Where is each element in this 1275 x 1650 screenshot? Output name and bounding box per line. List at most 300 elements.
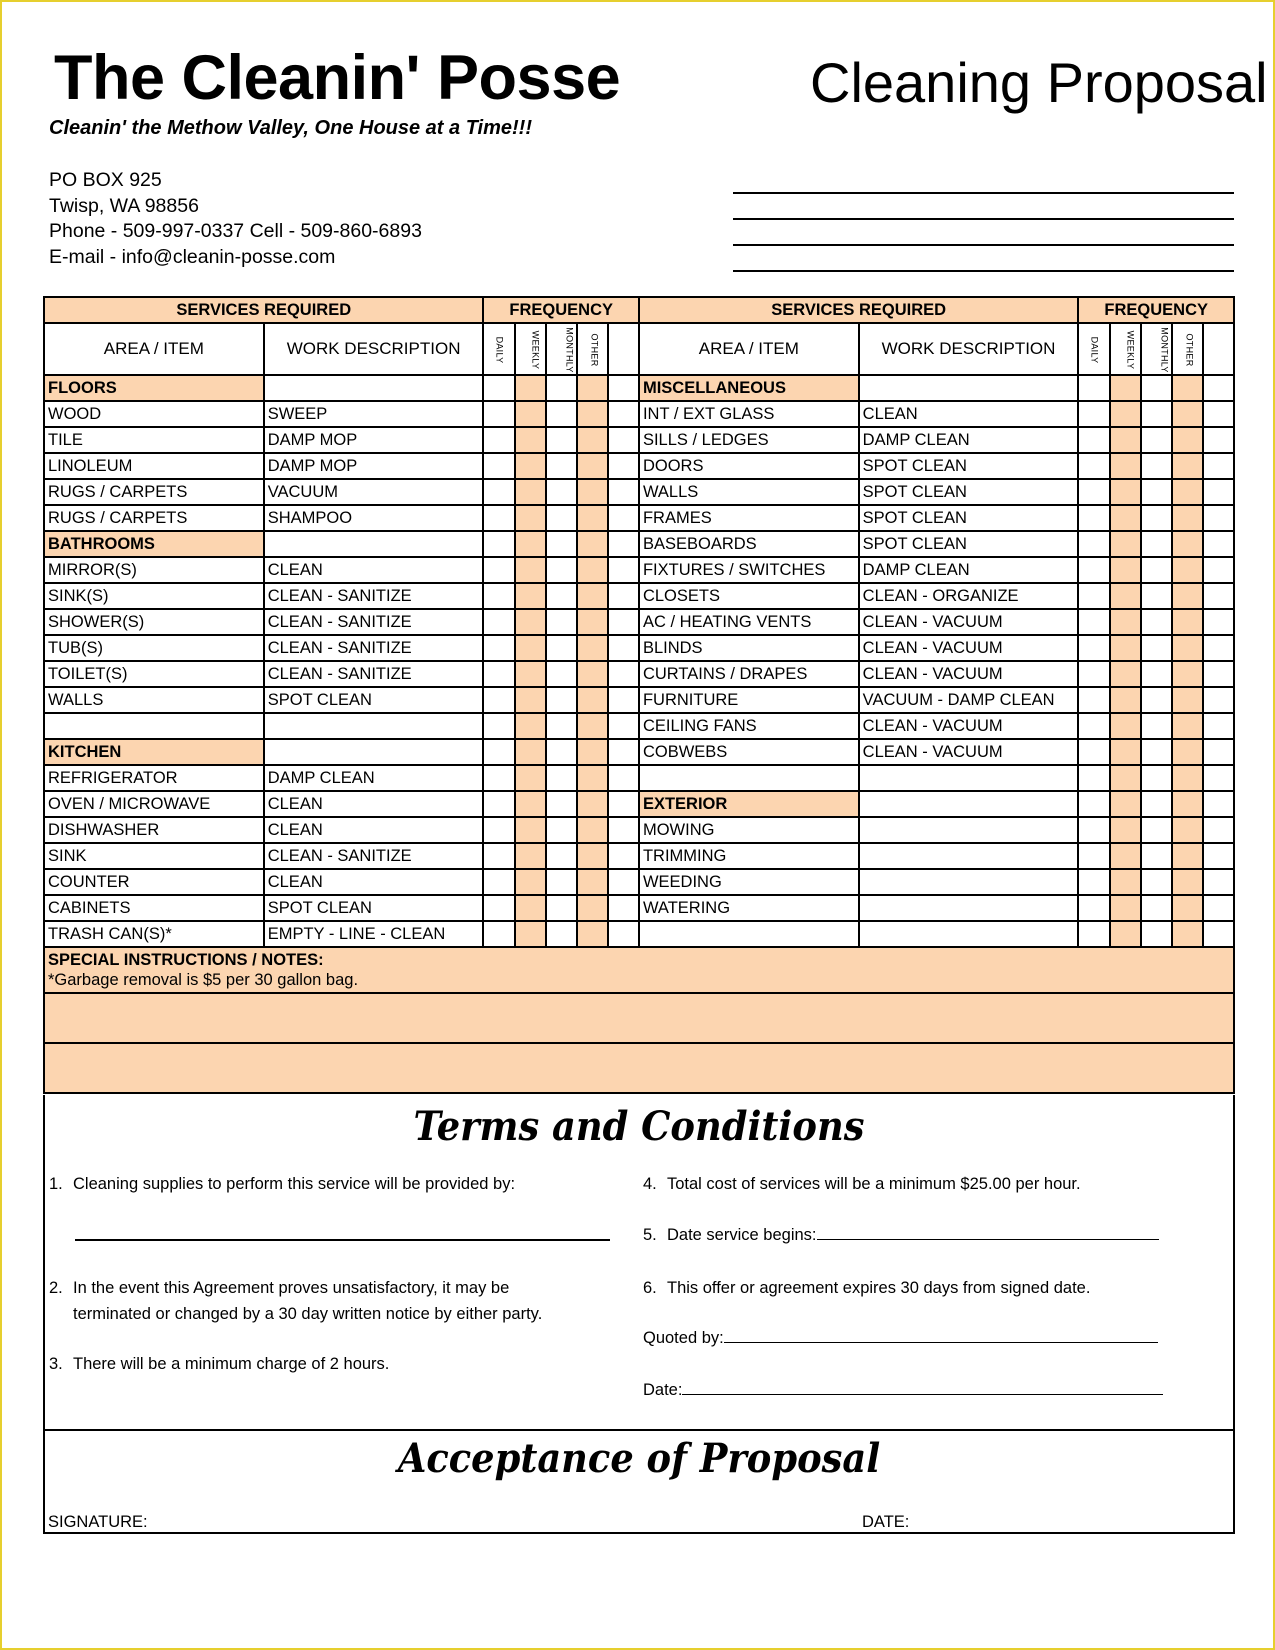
- frequency-cell-daily[interactable]: [483, 427, 514, 453]
- frequency-cell-daily[interactable]: [1078, 661, 1109, 687]
- frequency-cell-daily[interactable]: [1078, 401, 1109, 427]
- work-description-cell[interactable]: CLEAN: [264, 869, 484, 895]
- area-item-cell: FRAMES: [639, 505, 859, 531]
- frequency-cell-extra[interactable]: [1203, 375, 1234, 401]
- frequency-cell-monthly[interactable]: [546, 869, 577, 895]
- frequency-cell-monthly[interactable]: [546, 895, 577, 921]
- frequency-cell-weekly[interactable]: [1110, 427, 1141, 453]
- frequency-cell-weekly[interactable]: [1110, 609, 1141, 635]
- frequency-cell-monthly[interactable]: [546, 687, 577, 713]
- acceptance-date-label: DATE:: [862, 1513, 910, 1531]
- frequency-cell-weekly[interactable]: [515, 765, 546, 791]
- frequency-cell-daily[interactable]: [483, 661, 514, 687]
- frequency-cell-monthly[interactable]: [1141, 765, 1172, 791]
- frequency-cell-daily[interactable]: [1078, 687, 1109, 713]
- frequency-cell-extra[interactable]: [608, 687, 639, 713]
- frequency-cell-daily[interactable]: [483, 713, 514, 739]
- frequency-cell-extra[interactable]: [608, 635, 639, 661]
- table-row: [44, 583, 1234, 609]
- work-description-cell[interactable]: CLEAN: [859, 401, 1079, 427]
- frequency-cell-daily[interactable]: [483, 609, 514, 635]
- frequency-cell-extra[interactable]: [1203, 739, 1234, 765]
- frequency-cell-extra[interactable]: [1203, 453, 1234, 479]
- frequency-cell-monthly[interactable]: [546, 921, 577, 947]
- frequency-cell-extra[interactable]: [608, 843, 639, 869]
- frequency-cell-other[interactable]: [577, 687, 608, 713]
- frequency-cell-monthly[interactable]: [546, 557, 577, 583]
- frequency-cell-weekly[interactable]: [515, 401, 546, 427]
- frequency-cell-extra[interactable]: [1203, 401, 1234, 427]
- frequency-cell-extra[interactable]: [608, 531, 639, 557]
- frequency-cell-daily[interactable]: [483, 583, 514, 609]
- work-description-cell[interactable]: EMPTY - LINE - CLEAN: [264, 921, 484, 947]
- frequency-cell-weekly[interactable]: [515, 453, 546, 479]
- frequency-cell-other[interactable]: [577, 401, 608, 427]
- frequency-cell-daily[interactable]: [483, 791, 514, 817]
- frequency-cell-extra[interactable]: [608, 453, 639, 479]
- frequency-cell-other[interactable]: [577, 765, 608, 791]
- frequency-cell-monthly[interactable]: [1141, 921, 1172, 947]
- frequency-cell-monthly[interactable]: [1141, 817, 1172, 843]
- frequency-cell-weekly[interactable]: [1110, 453, 1141, 479]
- frequency-cell-weekly[interactable]: [515, 661, 546, 687]
- frequency-cell-daily[interactable]: [1078, 817, 1109, 843]
- frequency-cell-extra[interactable]: [608, 479, 639, 505]
- frequency-cell-monthly[interactable]: [1141, 557, 1172, 583]
- frequency-cell-daily[interactable]: [483, 557, 514, 583]
- frequency-cell-weekly[interactable]: [1110, 765, 1141, 791]
- area-item-cell: TRIMMING: [639, 843, 859, 869]
- frequency-cell-daily[interactable]: [1078, 505, 1109, 531]
- frequency-cell-other[interactable]: [577, 869, 608, 895]
- frequency-cell-extra[interactable]: [1203, 921, 1234, 947]
- frequency-cell-extra[interactable]: [1203, 895, 1234, 921]
- frequency-cell-daily[interactable]: [483, 401, 514, 427]
- work-description-cell[interactable]: SPOT CLEAN: [264, 895, 484, 921]
- area-item-cell: KITCHEN: [44, 739, 264, 765]
- frequency-cell-extra[interactable]: [608, 895, 639, 921]
- work-description-cell[interactable]: CLEAN: [264, 817, 484, 843]
- frequency-cell-monthly[interactable]: [1141, 869, 1172, 895]
- frequency-cell-other[interactable]: [1172, 427, 1203, 453]
- frequency-cell-extra[interactable]: [1203, 817, 1234, 843]
- special-instructions[interactable]: [44, 947, 1234, 993]
- frequency-cell-daily[interactable]: [1078, 453, 1109, 479]
- frequency-cell-other[interactable]: [577, 661, 608, 687]
- frequency-cell-other[interactable]: [577, 843, 608, 869]
- frequency-cell-extra[interactable]: [1203, 661, 1234, 687]
- frequency-cell-monthly[interactable]: [1141, 401, 1172, 427]
- work-description-cell[interactable]: CLEAN - SANITIZE: [264, 583, 484, 609]
- quoted-by-field[interactable]: [724, 1325, 1158, 1343]
- work-description-cell[interactable]: [859, 817, 1079, 843]
- work-description-cell[interactable]: SPOT CLEAN: [859, 479, 1079, 505]
- frequency-cell-monthly[interactable]: [546, 713, 577, 739]
- frequency-cell-monthly[interactable]: [1141, 635, 1172, 661]
- frequency-cell-monthly[interactable]: [1141, 609, 1172, 635]
- frequency-cell-other[interactable]: [1172, 375, 1203, 401]
- frequency-cell-extra[interactable]: [608, 583, 639, 609]
- frequency-cell-extra[interactable]: [1203, 427, 1234, 453]
- frequency-cell-weekly[interactable]: [1110, 557, 1141, 583]
- frequency-cell-other[interactable]: [577, 713, 608, 739]
- work-description-cell[interactable]: CLEAN - VACUUM: [859, 713, 1079, 739]
- frequency-cell-other[interactable]: [577, 739, 608, 765]
- work-description-cell[interactable]: SPOT CLEAN: [859, 505, 1079, 531]
- frequency-cell-weekly[interactable]: [1110, 661, 1141, 687]
- frequency-cell-other[interactable]: [1172, 505, 1203, 531]
- frequency-cell-extra[interactable]: [608, 791, 639, 817]
- frequency-cell-other[interactable]: [577, 583, 608, 609]
- client-line[interactable]: [733, 220, 1234, 246]
- frequency-cell-weekly[interactable]: [1110, 817, 1141, 843]
- frequency-cell-other[interactable]: [1172, 635, 1203, 661]
- work-description-cell[interactable]: DAMP MOP: [264, 427, 484, 453]
- work-description-header: WORK DESCRIPTION: [264, 323, 484, 375]
- work-description-cell[interactable]: SPOT CLEAN: [264, 687, 484, 713]
- work-description-cell[interactable]: DAMP MOP: [264, 453, 484, 479]
- notes-line[interactable]: [44, 993, 1234, 1043]
- frequency-cell-monthly[interactable]: [1141, 479, 1172, 505]
- frequency-cell-weekly[interactable]: [515, 843, 546, 869]
- frequency-cell-weekly[interactable]: [1110, 531, 1141, 557]
- notes-line[interactable]: [44, 1043, 1234, 1093]
- frequency-cell-other[interactable]: [577, 531, 608, 557]
- frequency-cell-weekly[interactable]: [1110, 869, 1141, 895]
- frequency-cell-weekly[interactable]: [515, 817, 546, 843]
- work-description-cell[interactable]: CLEAN - VACUUM: [859, 661, 1079, 687]
- address-line: Twisp, WA 98856: [49, 194, 199, 217]
- frequency-cell-daily[interactable]: [1078, 583, 1109, 609]
- frequency-cell-daily[interactable]: [1078, 713, 1109, 739]
- frequency-cell-weekly[interactable]: [1110, 375, 1141, 401]
- frequency-cell-daily[interactable]: [1078, 843, 1109, 869]
- work-description-cell[interactable]: DAMP CLEAN: [859, 557, 1079, 583]
- frequency-cell-monthly[interactable]: [1141, 661, 1172, 687]
- frequency-cell-extra[interactable]: [1203, 713, 1234, 739]
- frequency-cell-weekly[interactable]: [1110, 843, 1141, 869]
- frequency-cell-other[interactable]: [1172, 791, 1203, 817]
- frequency-cell-daily[interactable]: [483, 817, 514, 843]
- client-line[interactable]: [733, 246, 1234, 272]
- frequency-cell-extra[interactable]: [608, 609, 639, 635]
- frequency-cell-other[interactable]: [577, 895, 608, 921]
- area-item-cell: COBWEBS: [639, 739, 859, 765]
- frequency-cell-monthly[interactable]: [1141, 843, 1172, 869]
- frequency-cell-weekly[interactable]: [1110, 401, 1141, 427]
- frequency-cell-weekly[interactable]: [515, 427, 546, 453]
- work-description-cell[interactable]: [264, 713, 484, 739]
- area-item-cell: WALLS: [44, 687, 264, 713]
- frequency-cell-weekly[interactable]: [515, 557, 546, 583]
- frequency-cell-extra[interactable]: [1203, 791, 1234, 817]
- frequency-cell-weekly[interactable]: [1110, 583, 1141, 609]
- frequency-cell-daily[interactable]: [483, 765, 514, 791]
- frequency-cell-weekly[interactable]: [515, 635, 546, 661]
- frequency-cell-weekly[interactable]: [515, 687, 546, 713]
- document-title: Cleaning Proposal: [810, 51, 1268, 114]
- area-item-cell: BLINDS: [639, 635, 859, 661]
- frequency-cell-other[interactable]: [1172, 869, 1203, 895]
- work-description-cell[interactable]: SHAMPOO: [264, 505, 484, 531]
- frequency-cell-extra[interactable]: [608, 557, 639, 583]
- work-description-cell[interactable]: [859, 375, 1079, 401]
- quote-date-field[interactable]: [682, 1377, 1163, 1395]
- frequency-cell-extra[interactable]: [1203, 765, 1234, 791]
- frequency-cell-extra[interactable]: [608, 765, 639, 791]
- work-description-cell[interactable]: CLEAN - VACUUM: [859, 635, 1079, 661]
- frequency-cell-other[interactable]: [577, 921, 608, 947]
- frequency-cell-extra[interactable]: [1203, 583, 1234, 609]
- work-description-cell[interactable]: [859, 765, 1079, 791]
- frequency-cell-extra[interactable]: [1203, 505, 1234, 531]
- frequency-cell-other[interactable]: [1172, 895, 1203, 921]
- work-description-cell[interactable]: SPOT CLEAN: [859, 453, 1079, 479]
- frequency-cell-monthly[interactable]: [546, 505, 577, 531]
- frequency-cell-monthly[interactable]: [546, 427, 577, 453]
- frequency-cell-monthly[interactable]: [1141, 791, 1172, 817]
- area-item-cell: LINOLEUM: [44, 453, 264, 479]
- work-description-cell[interactable]: [859, 895, 1079, 921]
- frequency-cell-weekly[interactable]: [515, 921, 546, 947]
- frequency-cell-other[interactable]: [1172, 765, 1203, 791]
- frequency-cell-weekly[interactable]: [515, 505, 546, 531]
- frequency-cell-monthly[interactable]: [546, 401, 577, 427]
- frequency-cell-extra[interactable]: [608, 869, 639, 895]
- frequency-cell-monthly[interactable]: [546, 583, 577, 609]
- frequency-cell-monthly[interactable]: [546, 531, 577, 557]
- table-row: [44, 921, 1234, 947]
- area-item-cell: FIXTURES / SWITCHES: [639, 557, 859, 583]
- frequency-cell-other[interactable]: [1172, 531, 1203, 557]
- frequency-cell-weekly[interactable]: [1110, 505, 1141, 531]
- frequency-cell-other[interactable]: [1172, 817, 1203, 843]
- frequency-cell-extra[interactable]: [608, 375, 639, 401]
- table-row: [44, 635, 1234, 661]
- frequency-cell-weekly[interactable]: [1110, 713, 1141, 739]
- work-description-cell[interactable]: CLEAN: [264, 557, 484, 583]
- area-item-cell: BATHROOMS: [44, 531, 264, 557]
- frequency-cell-monthly[interactable]: [1141, 739, 1172, 765]
- frequency-cell-daily[interactable]: [1078, 479, 1109, 505]
- frequency-cell-extra[interactable]: [608, 505, 639, 531]
- frequency-cell-monthly[interactable]: [546, 479, 577, 505]
- work-description-cell[interactable]: [264, 739, 484, 765]
- work-description-cell[interactable]: CLEAN - SANITIZE: [264, 609, 484, 635]
- frequency-cell-weekly[interactable]: [1110, 895, 1141, 921]
- frequency-cell-daily[interactable]: [483, 739, 514, 765]
- frequency-cell-monthly[interactable]: [1141, 895, 1172, 921]
- frequency-cell-weekly[interactable]: [1110, 635, 1141, 661]
- frequency-cell-weekly[interactable]: [1110, 921, 1141, 947]
- frequency-cell-other[interactable]: [1172, 453, 1203, 479]
- frequency-cell-monthly[interactable]: [546, 791, 577, 817]
- frequency-cell-weekly[interactable]: [515, 479, 546, 505]
- area-item-cell: WATERING: [639, 895, 859, 921]
- frequency-cell-monthly[interactable]: [546, 843, 577, 869]
- table-row: [44, 375, 1234, 401]
- frequency-cell-extra[interactable]: [608, 427, 639, 453]
- frequency-cell-monthly[interactable]: [1141, 583, 1172, 609]
- work-description-cell[interactable]: [264, 531, 484, 557]
- frequency-cell-daily[interactable]: [483, 843, 514, 869]
- frequency-cell-monthly[interactable]: [546, 453, 577, 479]
- frequency-cell-extra[interactable]: [608, 921, 639, 947]
- frequency-cell-extra[interactable]: [608, 739, 639, 765]
- frequency-cell-other[interactable]: [1172, 401, 1203, 427]
- frequency-cell-other[interactable]: [577, 817, 608, 843]
- frequency-cell-daily[interactable]: [1078, 791, 1109, 817]
- frequency-cell-daily[interactable]: [1078, 869, 1109, 895]
- frequency-cell-weekly[interactable]: [515, 583, 546, 609]
- frequency-cell-other[interactable]: [577, 375, 608, 401]
- work-description-cell[interactable]: CLEAN - SANITIZE: [264, 843, 484, 869]
- frequency-cell-weekly[interactable]: [515, 375, 546, 401]
- frequency-cell-weekly[interactable]: [515, 895, 546, 921]
- frequency-cell-daily[interactable]: [1078, 609, 1109, 635]
- frequency-cell-other[interactable]: [577, 609, 608, 635]
- frequency-cell-daily[interactable]: [1078, 635, 1109, 661]
- frequency-cell-extra[interactable]: [1203, 843, 1234, 869]
- frequency-cell-daily[interactable]: [483, 869, 514, 895]
- frequency-cell-daily[interactable]: [483, 895, 514, 921]
- term-5: 5. Date service begins:: [643, 1222, 1159, 1248]
- frequency-cell-monthly[interactable]: [1141, 687, 1172, 713]
- work-description-cell[interactable]: VACUUM - DAMP CLEAN: [859, 687, 1079, 713]
- frequency-cell-monthly[interactable]: [546, 661, 577, 687]
- frequency-cell-daily[interactable]: [1078, 921, 1109, 947]
- frequency-cell-other[interactable]: [1172, 713, 1203, 739]
- work-description-cell[interactable]: CLEAN - VACUUM: [859, 739, 1079, 765]
- work-description-cell[interactable]: [859, 791, 1079, 817]
- frequency-cell-monthly[interactable]: [546, 635, 577, 661]
- frequency-cell-other[interactable]: [1172, 557, 1203, 583]
- frequency-cell-other[interactable]: [1172, 843, 1203, 869]
- frequency-cell-other[interactable]: [577, 427, 608, 453]
- frequency-cell-extra[interactable]: [1203, 557, 1234, 583]
- frequency-cell-daily[interactable]: [483, 635, 514, 661]
- work-description-cell[interactable]: [859, 869, 1079, 895]
- work-description-cell[interactable]: DAMP CLEAN: [859, 427, 1079, 453]
- frequency-cell-extra[interactable]: [1203, 479, 1234, 505]
- frequency-cell-other[interactable]: [577, 453, 608, 479]
- frequency-cell-extra[interactable]: [608, 661, 639, 687]
- frequency-cell-weekly[interactable]: [1110, 791, 1141, 817]
- work-description-cell[interactable]: SWEEP: [264, 401, 484, 427]
- work-description-cell[interactable]: [264, 375, 484, 401]
- frequency-cell-weekly[interactable]: [515, 531, 546, 557]
- frequency-cell-daily[interactable]: [1078, 895, 1109, 921]
- frequency-cell-monthly[interactable]: [1141, 375, 1172, 401]
- frequency-cell-extra[interactable]: [1203, 635, 1234, 661]
- frequency-cell-daily[interactable]: [1078, 765, 1109, 791]
- frequency-cell-weekly[interactable]: [515, 739, 546, 765]
- frequency-cell-daily[interactable]: [1078, 375, 1109, 401]
- frequency-cell-monthly[interactable]: [546, 765, 577, 791]
- frequency-cell-weekly[interactable]: [515, 713, 546, 739]
- work-description-cell[interactable]: CLEAN - ORGANIZE: [859, 583, 1079, 609]
- work-description-cell[interactable]: CLEAN: [264, 791, 484, 817]
- frequency-cell-extra[interactable]: [1203, 531, 1234, 557]
- work-description-cell[interactable]: [859, 921, 1079, 947]
- frequency-cell-other[interactable]: [1172, 921, 1203, 947]
- frequency-cell-other[interactable]: [577, 505, 608, 531]
- frequency-cell-monthly[interactable]: [1141, 427, 1172, 453]
- tagline: Cleanin' the Methow Valley, One House at a Time!!!: [49, 117, 532, 139]
- frequency-cell-daily[interactable]: [483, 921, 514, 947]
- frequency-cell-other[interactable]: [1172, 609, 1203, 635]
- work-description-cell[interactable]: CLEAN - SANITIZE: [264, 661, 484, 687]
- frequency-cell-daily[interactable]: [483, 687, 514, 713]
- frequency-cell-other[interactable]: [1172, 479, 1203, 505]
- client-line[interactable]: [733, 194, 1234, 220]
- term-6: 6. This offer or agreement expires 30 days from signed date.: [643, 1279, 1091, 1297]
- work-description-cell[interactable]: [859, 843, 1079, 869]
- frequency-cell-daily[interactable]: [1078, 557, 1109, 583]
- work-description-cell[interactable]: CLEAN - SANITIZE: [264, 635, 484, 661]
- frequency-cell-extra[interactable]: [1203, 687, 1234, 713]
- frequency-cell-other[interactable]: [1172, 739, 1203, 765]
- frequency-cell-daily[interactable]: [483, 505, 514, 531]
- frequency-cell-extra[interactable]: [1203, 609, 1234, 635]
- frequency-cell-extra[interactable]: [608, 401, 639, 427]
- frequency-cell-weekly[interactable]: [515, 869, 546, 895]
- frequency-cell-other[interactable]: [577, 479, 608, 505]
- area-item-cell: REFRIGERATOR: [44, 765, 264, 791]
- frequency-cell-monthly[interactable]: [546, 817, 577, 843]
- frequency-cell-weekly[interactable]: [1110, 687, 1141, 713]
- work-description-cell[interactable]: CLEAN - VACUUM: [859, 609, 1079, 635]
- frequency-cell-monthly[interactable]: [1141, 713, 1172, 739]
- frequency-cell-weekly[interactable]: [515, 609, 546, 635]
- frequency-cell-other[interactable]: [577, 791, 608, 817]
- frequency-cell-other[interactable]: [577, 557, 608, 583]
- work-description-cell[interactable]: DAMP CLEAN: [264, 765, 484, 791]
- date-service-begins-field[interactable]: [817, 1222, 1159, 1240]
- frequency-cell-daily[interactable]: [483, 375, 514, 401]
- frequency-cell-daily[interactable]: [483, 531, 514, 557]
- frequency-cell-monthly[interactable]: [1141, 531, 1172, 557]
- area-item-header: AREA / ITEM: [639, 323, 859, 375]
- frequency-cell-monthly[interactable]: [546, 375, 577, 401]
- frequency-cell-daily[interactable]: [1078, 739, 1109, 765]
- frequency-cell-other[interactable]: [1172, 687, 1203, 713]
- area-item-cell: RUGS / CARPETS: [44, 479, 264, 505]
- frequency-cell-other[interactable]: [577, 635, 608, 661]
- frequency-cell-weekly[interactable]: [1110, 739, 1141, 765]
- frequency-cell-monthly[interactable]: [1141, 505, 1172, 531]
- client-address-lines[interactable]: [733, 192, 1234, 272]
- frequency-cell-monthly[interactable]: [546, 609, 577, 635]
- supplies-provider-line[interactable]: [75, 1239, 610, 1241]
- work-description-cell[interactable]: SPOT CLEAN: [859, 531, 1079, 557]
- frequency-cell-daily[interactable]: [1078, 531, 1109, 557]
- work-description-cell[interactable]: VACUUM: [264, 479, 484, 505]
- frequency-cell-monthly[interactable]: [1141, 453, 1172, 479]
- frequency-cell-monthly[interactable]: [546, 739, 577, 765]
- frequency-cell-weekly[interactable]: [515, 791, 546, 817]
- frequency-cell-daily[interactable]: [483, 453, 514, 479]
- frequency-cell-extra[interactable]: [1203, 869, 1234, 895]
- frequency-cell-other[interactable]: [1172, 583, 1203, 609]
- frequency-cell-daily[interactable]: [1078, 427, 1109, 453]
- frequency-cell-daily[interactable]: [483, 479, 514, 505]
- frequency-cell-extra[interactable]: [608, 817, 639, 843]
- frequency-cell-extra[interactable]: [608, 713, 639, 739]
- frequency-cell-other[interactable]: [1172, 661, 1203, 687]
- frequency-cell-weekly[interactable]: [1110, 479, 1141, 505]
- area-item-cell: MIRROR(S): [44, 557, 264, 583]
